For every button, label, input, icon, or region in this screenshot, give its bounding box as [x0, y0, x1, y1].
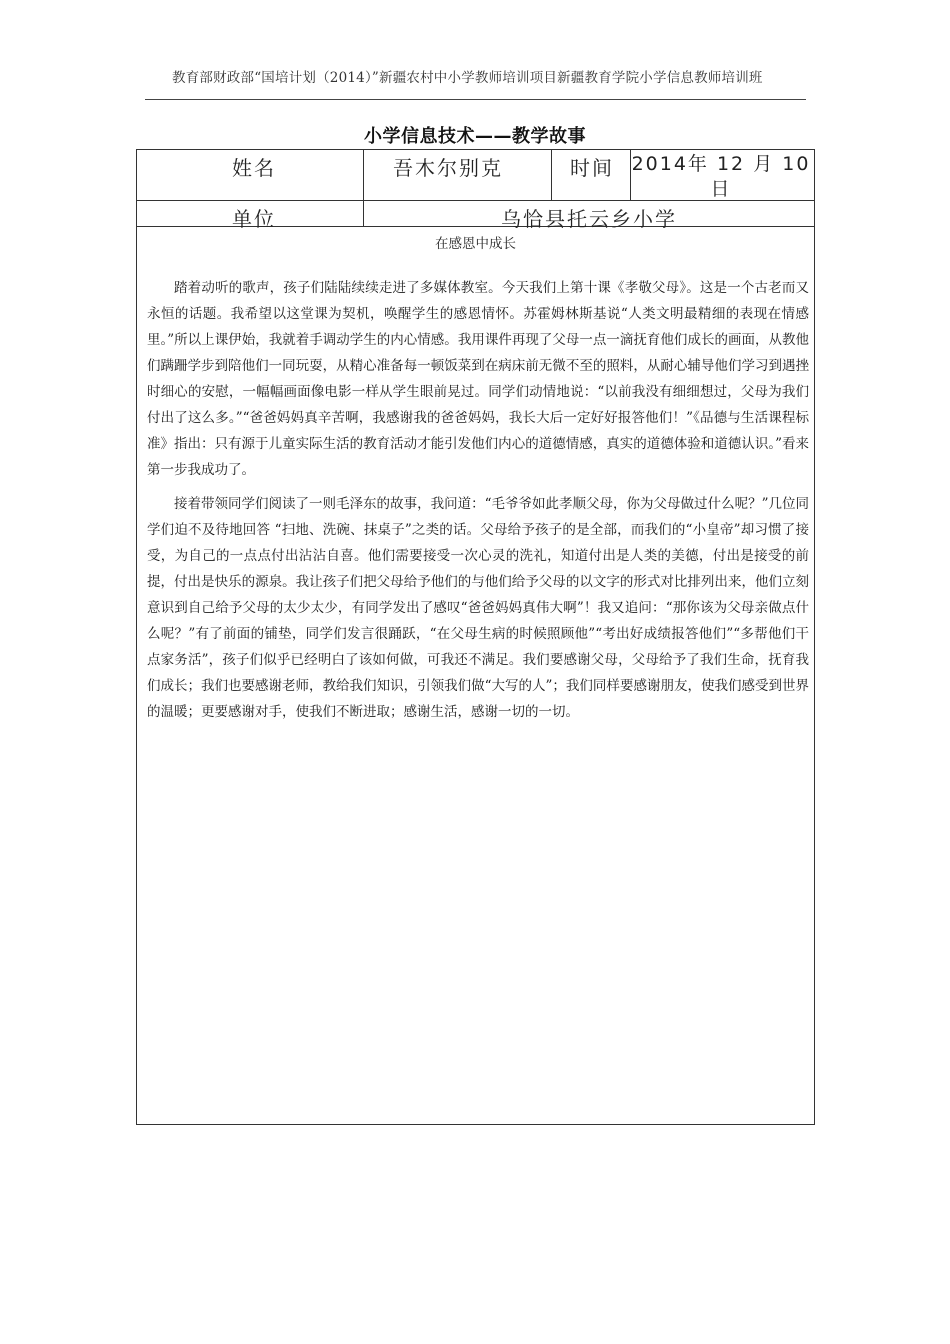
- unit-label: 单位: [232, 207, 276, 231]
- name-label: 姓名: [232, 156, 276, 180]
- time-label: 时间: [570, 156, 614, 180]
- header-rule: [145, 99, 806, 100]
- page-header-text: 教育部财政部“国培计划（2014）”新疆农村中小学教师培训项目新疆教育学院小学信息教师培训班: [172, 70, 763, 86]
- name-value: 吾木尔别克: [393, 156, 503, 180]
- story-form-table: [136, 149, 815, 1125]
- story-title: 在感恩中成长: [435, 236, 516, 252]
- story-paragraph: 踏着动听的歌声，孩子们陆陆续续走进了多媒体教室。今天我们上第十课《孝敬父母》。这是一个古老而又永恒的话题。我希望以这堂课为契机，唤醒学生的感恩情怀。苏霍姆林斯基说“人类文明最精细的表现在情感里。”所以上课伊始，我就着手调动学生的内心情感。我用课件再现了父母一点一滴抚育他们成长的画面，从教他们蹒跚学步到陪他们一同玩耍，从精心准备每一顿饭菜到在病床前无微不至的照料，从耐心辅导他们学习到遇挫时细心的安慰，一幅幅画面像电影一样从学生眼前晃过。同学们动情地说：“以前我没有细细想过，父母为我们付出了这么多。”“爸爸妈妈真辛苦啊，我感谢我的爸爸妈妈，我长大后一定好好报答他们！”《品德与生活课程标准》指出：只有源于儿童实际生活的教育活动才能引发他们内心的道德情感，真实的道德体验和道德认识。”看来第一步我成功了。: [147, 280, 809, 478]
- time-value: 2014年 12 月 10日: [631, 153, 811, 200]
- column-divider-1: [363, 150, 364, 226]
- unit-value: 乌恰县托云乡小学: [501, 207, 677, 231]
- column-divider-2: [551, 150, 552, 200]
- document-title: 小学信息技术——教学故事: [364, 126, 586, 147]
- story-paragraph: 接着带领同学们阅读了一则毛泽东的故事，我问道：“毛爷爷如此孝顺父母，你为父母做过什么呢？”几位同学们迫不及待地回答 “扫地、洗碗、抹桌子”之类的话。父母给予孩子的是全部，而我们的“小皇帝”却习惯了接受，为自己的一点点付出沾沾自喜。他们需要接受一次心灵的洗礼，知道付出是人类的美德，付出是接受的前提，付出是快乐的源泉。我让孩子们把父母给予他们的与他们给予父母的以文字的形式对比排列出来，他们立刻意识到自己给予父母的太少太少，有同学发出了感叹“爸爸妈妈真伟大啊”！我又追问：“那你该为父母亲做点什么呢？”有了前面的铺垫，同学们发言很踊跃，“在父母生病的时候照顾他”“考出好成绩报答他们”“多帮他们干点家务活”，孩子们似乎已经明白了该如何做，可我还不满足。我们要感谢父母，父母给予了我们生命，抚育我们成长；我们也要感谢老师，教给我们知识，引领我们做“大写的人”；我们同样要感谢朋友，使我们感受到世界的温暖；更要感谢对手，使我们不断进取；感谢生活，感谢一切的一切。: [147, 496, 809, 720]
